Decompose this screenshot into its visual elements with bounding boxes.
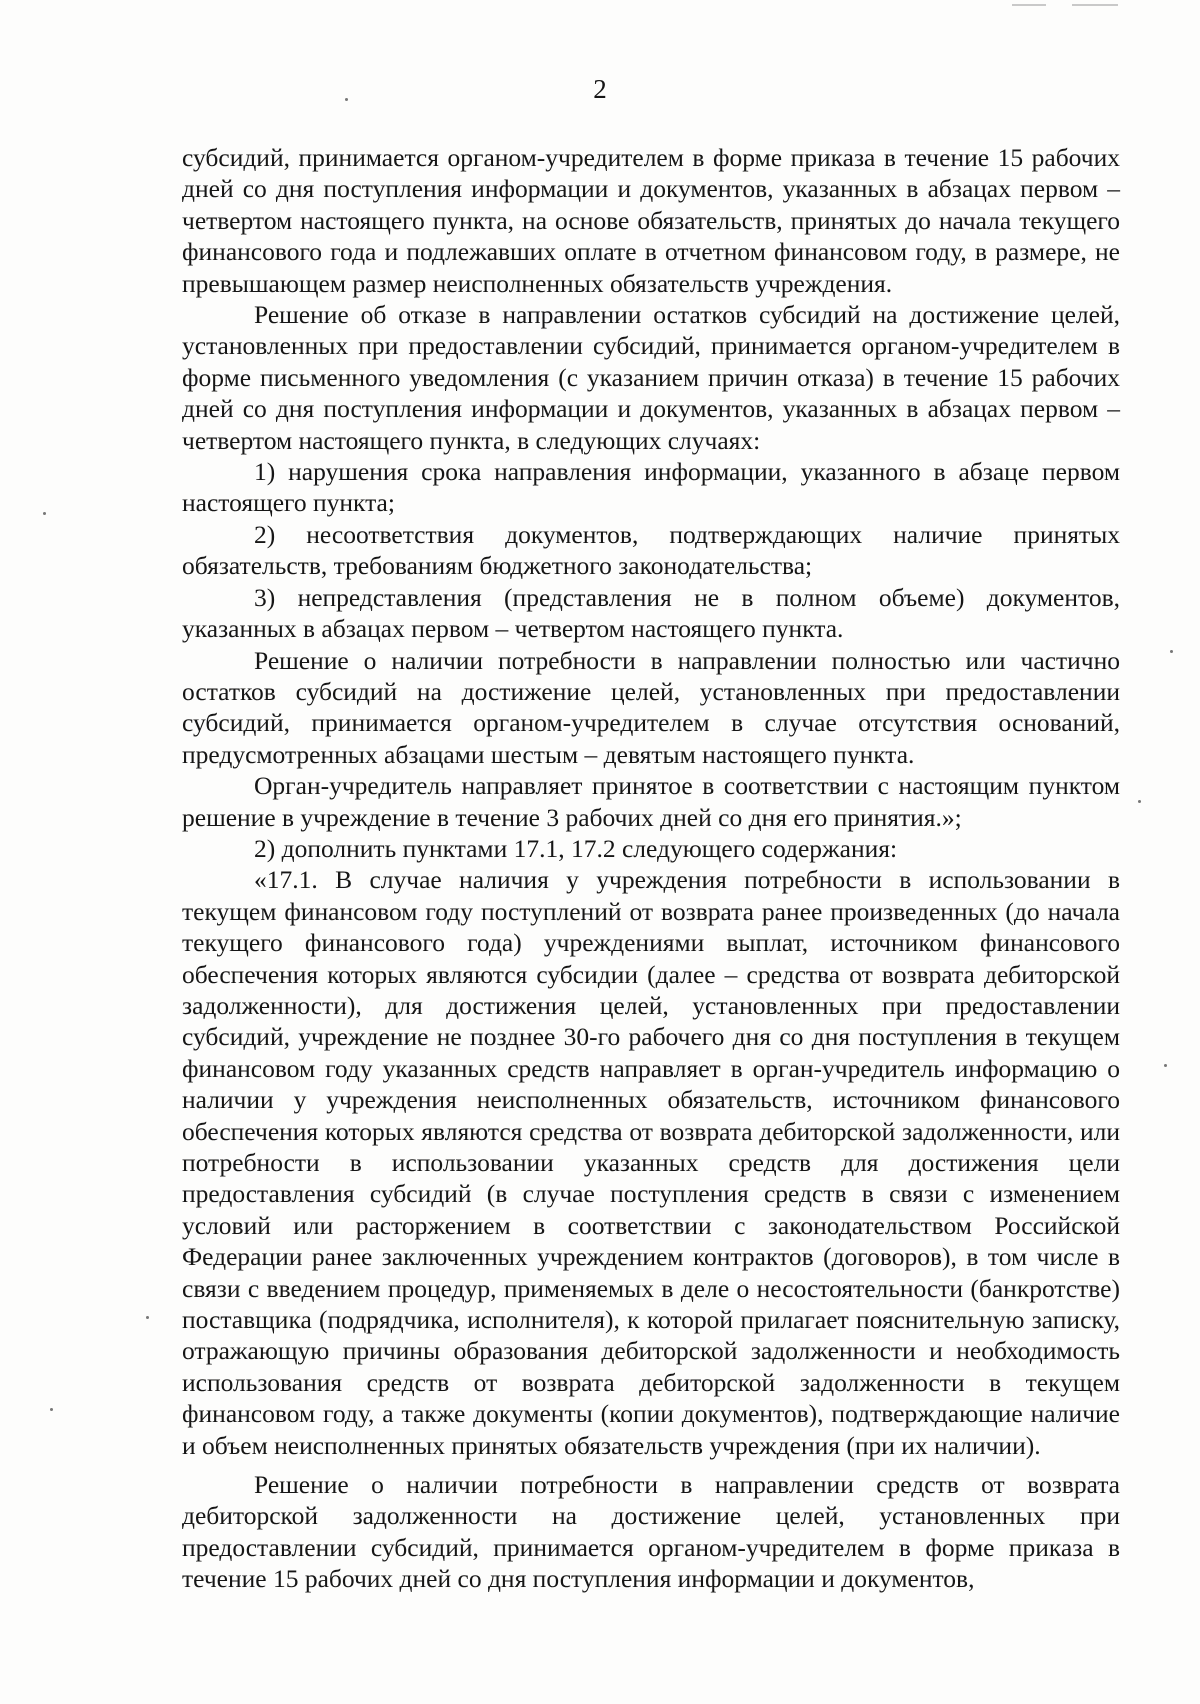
scan-speck — [345, 98, 348, 101]
paragraph-continuation: субсидий, принимается органом-учредителем в форме приказа в течение 15 рабочих дней со дня поступления информации и документов, указанных в абзацах первом – четвертом настоящего пункта, на основе обязательств, принятых до начала текущего финансового года и подлежавших оплате в отчетном финансовом году, в размере, не превышающем размер неисполненных обязательств учреждения. — [182, 143, 1120, 298]
paragraph: Решение о наличии потребности в направлении средств от возврата дебиторской задолженности на достижение целей, установленных при предоставлении субсидий, принимается органом-учредителем в форме приказа в течение 15 рабочих дней со дня поступления информации и документов, — [182, 1470, 1120, 1594]
paragraph: Орган-учредитель направляет принятое в соответствии с настоящим пунктом решение в учреждение в течение 3 рабочих дней со дня его принятия.»; — [182, 771, 1120, 832]
scan-speck — [1164, 1064, 1167, 1067]
list-item: 2) несоответствия документов, подтверждающих наличие принятых обязательств, требованиям бюджетного законодательства; — [182, 519, 1120, 581]
scan-speck — [1138, 800, 1141, 803]
list-item: 3) непредставления (представления не в полном объеме) документов, указанных в абзацах первом – четвертом настоящего пункта. — [182, 582, 1120, 644]
list-item: 2) дополнить пунктами 17.1, 17.2 следующего содержания: — [254, 833, 898, 863]
paragraph: Решение о наличии потребности в направлении полностью или частично остатков субсидий на достижение целей, установленных при предоставлении субсидий, принимается органом-учредителем в случае отсутствия оснований, предусмотренных абзацами шестым – девятым настоящего пункта. — [182, 645, 1120, 769]
scan-speck — [43, 512, 46, 515]
page-number: 2 — [593, 74, 607, 104]
list-item: 1) нарушения срока направления информации, указанного в абзаце первом настоящего пункта; — [182, 457, 1120, 518]
scan-edge-mark — [1012, 4, 1046, 6]
scan-edge-mark — [1072, 4, 1118, 6]
paragraph: Решение об отказе в направлении остатков субсидий на достижение целей, установленных при предоставлении субсидий, принимается органом-учредителем в форме письменного уведомления (с указанием причин отказа) в течение 15 рабочих дней со дня поступления информации и документов, указанных в абзацах первом – четвертом настоящего пункта, в следующих случаях: — [182, 300, 1120, 455]
scan-speck — [1170, 650, 1173, 653]
scan-speck — [50, 1408, 53, 1411]
scan-speck — [146, 1316, 149, 1319]
document-body — [182, 142, 1120, 1595]
clause-17-1: «17.1. В случае наличия у учреждения потребности в использовании в текущем финансовом году поступлений от возврата ранее произведенных (до начала текущего финансового года) учреждениями выплат, источником финансового обеспечения которых являются субсидии (далее – средства от возврата дебиторской задолженности), для достижения целей, установленных при предоставлении субсидий, учреждение не позднее 30-го рабочего дня со дня поступления в текущем финансовом году указанных средств направляет в орган-учредитель информацию о наличии у учреждения неисполненных обязательств, источником финансового обеспечения которых являются средства от возврата дебиторской задолженности, или потребности в использовании указанных средств для достижения цели предоставления субсидий (в случае поступления средств в связи с изменением условий или расторжением в соответствии с законодательством Российской Федерации ранее заключенных учреждением контрактов (договоров), в том числе в связи с введением процедур, применяемых в деле о несостоятельности (банкротстве) поставщика (подрядчика, исполнителя), к которой прилагает пояснительную записку, отражающую причины образования дебиторской задолженности и необходимость использования средств от возврата дебиторской задолженности в текущем финансовом году, а также документы (копии документов), подтверждающие наличие и объем неисполненных принятых обязательств учреждения (при их наличии). — [182, 865, 1120, 1460]
